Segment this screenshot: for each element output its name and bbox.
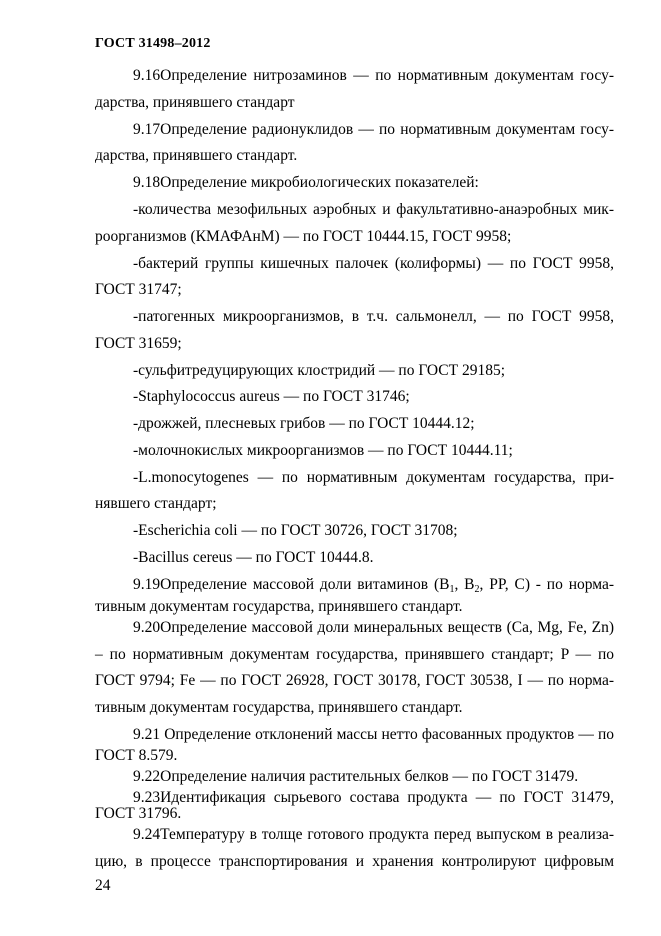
text-line: 9.20Определение массовой доли минеральных веществ (Ca, Mg, Fe, Zn) bbox=[133, 619, 614, 636]
text-line: цию, в процессе транспортирования и хранения контролируют цифровым bbox=[95, 853, 614, 870]
text-line: 9.17Определение радионуклидов — по нормативным документам госу- bbox=[133, 121, 614, 138]
page-number: 24 bbox=[95, 877, 111, 894]
text-line: 9.23Идентификация сырьевого состава продукта — по ГОСТ 31479, bbox=[133, 789, 614, 806]
text-line: -Escherichia coli — по ГОСТ 30726, ГОСТ 31708; bbox=[133, 522, 458, 539]
text-line: -количества мезофильных аэробных и факультативно-анаэробных мик- bbox=[133, 201, 614, 218]
standard-code-header: ГОСТ 31498–2012 bbox=[95, 36, 211, 51]
text-line: нявшего стандарт; bbox=[95, 495, 217, 512]
text-line: ГОСТ 8.579. bbox=[95, 747, 178, 764]
text-line: -патогенных микроорганизмов, в т.ч. сальмонелл, — по ГОСТ 9958, bbox=[133, 308, 614, 325]
text-line: -дрожжей, плесневых грибов — по ГОСТ 10444.12; bbox=[133, 415, 475, 432]
text-line: -молочнокислых микроорганизмов — по ГОСТ 10444.11; bbox=[133, 442, 513, 459]
text-line: – по нормативным документам государства, принявшего стандарт; P — по bbox=[95, 646, 614, 663]
text-line: роорганизмов (КМАФАнМ) — по ГОСТ 10444.15, ГОСТ 9958; bbox=[95, 228, 512, 245]
text-line: 9.18Определение микробиологических показателей: bbox=[133, 174, 479, 191]
text-line: 9.21 Определение отклонений массы нетто фасованных продуктов — по bbox=[133, 726, 614, 743]
text-line: 9.16Определение нитрозаминов — по нормативным документам госу- bbox=[133, 67, 614, 84]
text-line: дарства, принявшего стандарт. bbox=[95, 147, 298, 164]
text-line: -Bacillus cereus — по ГОСТ 10444.8. bbox=[133, 549, 374, 566]
text-line: тивным документам государства, принявшего стандарт. bbox=[95, 699, 463, 716]
text-line: -бактерий группы кишечных палочек (колиформы) — по ГОСТ 9958, bbox=[133, 255, 614, 272]
text-line: -Staphylococcus aureus — по ГОСТ 31746; bbox=[133, 388, 410, 405]
text-line: -L.monocytogenes — по нормативным документам государства, при- bbox=[133, 469, 614, 486]
vitamins-line: 9.19Определение массовой доли витаминов ($B_1$, $B_2$, PP, C) - по норма- bbox=[133, 576, 614, 595]
text-line: дарства, принявшего стандарт bbox=[95, 94, 295, 111]
text-line: -сульфитредуцирующих клостридий — по ГОСТ 29185; bbox=[133, 362, 506, 379]
text-line: ГОСТ 31796. bbox=[95, 805, 182, 822]
text-line: ГОСТ 9794; Fe — по ГОСТ 26928, ГОСТ 30178, ГОСТ 30538, I — по норма- bbox=[95, 672, 614, 689]
text-line: ГОСТ 31747; bbox=[95, 281, 182, 298]
text-line: 9.22Определение наличия растительных белков — по ГОСТ 31479. bbox=[133, 768, 579, 785]
text-line: тивным документам государства, принявшего стандарт. bbox=[95, 598, 463, 615]
text-line: 9.24Температуру в толще готового продукта перед выпуском в реализа- bbox=[133, 826, 614, 843]
text-line: ГОСТ 31659; bbox=[95, 335, 182, 352]
